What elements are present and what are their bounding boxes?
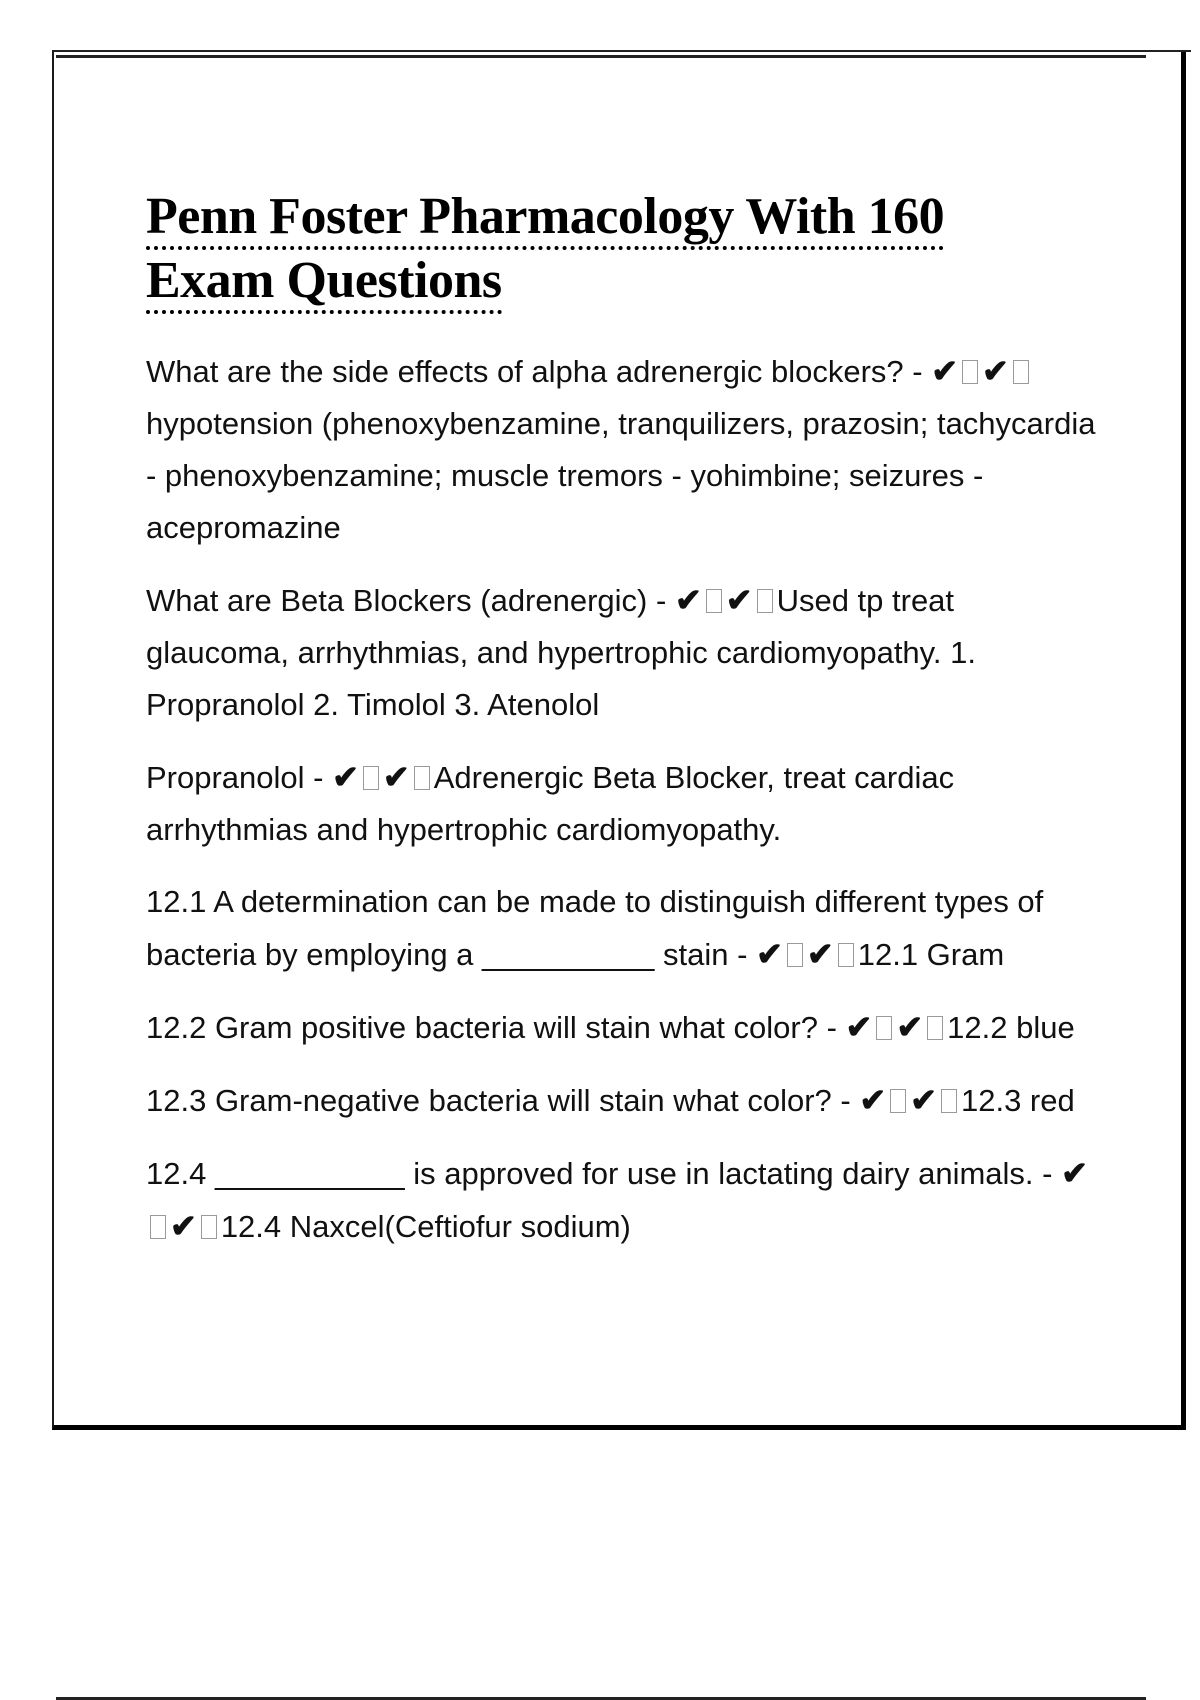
check-icon: ✔ xyxy=(896,1009,924,1045)
title-line-1: Penn Foster Pharmacology With 160 xyxy=(146,188,944,250)
answer-text: Used tp treat glaucoma, arrhythmias, and hypertrophic cardiomyopathy. 1. Propranolol 2. Timolol 3. Atenolol xyxy=(146,583,976,722)
check-icon: ✔ xyxy=(859,1082,887,1118)
qa-item xyxy=(146,574,1096,731)
check-icon: ✔ xyxy=(725,582,753,618)
missing-glyph-box-icon xyxy=(706,589,722,613)
question-text: What are Beta Blockers (adrenergic) xyxy=(146,583,648,618)
answer-text: 12.4 Naxcel(Ceftiofur sodium) xyxy=(220,1209,631,1244)
question-text: 12.2 Gram positive bacteria will stain what color? xyxy=(146,1010,818,1045)
missing-glyph-box-icon xyxy=(757,589,773,613)
answer-separator: - xyxy=(817,1010,846,1045)
check-icon: ✔ xyxy=(332,759,359,795)
answer-separator: - xyxy=(647,583,675,618)
check-icon: ✔ xyxy=(931,353,959,389)
missing-glyph-box-icon xyxy=(1013,360,1029,384)
missing-glyph-box-icon xyxy=(787,943,803,967)
missing-glyph-box-icon xyxy=(941,1089,957,1113)
check-icon: ✔ xyxy=(806,936,834,972)
answer-text: hypotension (phenoxybenzamine, tranquilizers, prazosin; tachycardia - phenoxybenzamine; muscle tremors - yohimbine; seizures - acepromazine xyxy=(146,406,1096,545)
check-icon: ✔ xyxy=(382,759,410,795)
answer-separator: - xyxy=(903,354,932,389)
answer-text: 12.1 Gram xyxy=(857,937,1005,972)
question-text: What are the side effects of alpha adrenergic blockers? xyxy=(146,354,904,389)
document-title xyxy=(146,185,1046,313)
qa-item xyxy=(146,1074,1096,1127)
check-icon: ✔ xyxy=(674,582,702,618)
check-icon: ✔ xyxy=(170,1208,197,1244)
answer-separator: - xyxy=(728,937,757,972)
missing-glyph-box-icon xyxy=(150,1215,166,1239)
title-line-2: Exam Questions xyxy=(146,252,502,314)
check-icon: ✔ xyxy=(910,1082,937,1118)
answer-text: 12.3 red xyxy=(960,1083,1075,1118)
answer-separator: - xyxy=(304,760,333,795)
answer-separator: - xyxy=(831,1083,860,1118)
missing-glyph-box-icon xyxy=(876,1016,892,1040)
question-text: 12.1 A determination can be made to distinguish different types of bacteria by employing a __________ stain xyxy=(146,884,1044,972)
missing-glyph-box-icon xyxy=(890,1089,906,1113)
question-text: 12.4 ___________ is approved for use in lactating dairy animals. xyxy=(146,1156,1034,1191)
missing-glyph-box-icon xyxy=(927,1016,943,1040)
qa-item xyxy=(146,876,1096,981)
answer-text: 12.2 blue xyxy=(947,1010,1075,1045)
answer-text: Adrenergic Beta Blocker, treat cardiac arrhythmias and hypertrophic cardiomyopathy. xyxy=(146,760,955,847)
question-text: Propranolol xyxy=(146,760,305,795)
qa-item xyxy=(146,1147,1096,1253)
qa-list xyxy=(146,345,1096,1273)
qa-item xyxy=(146,345,1096,554)
missing-glyph-box-icon xyxy=(363,766,379,790)
missing-glyph-box-icon xyxy=(838,943,854,967)
check-icon: ✔ xyxy=(982,353,1009,389)
check-icon: ✔ xyxy=(1061,1155,1088,1191)
check-icon: ✔ xyxy=(845,1009,873,1045)
check-icon: ✔ xyxy=(756,936,783,972)
missing-glyph-box-icon xyxy=(201,1215,217,1239)
qa-item xyxy=(146,751,1096,856)
missing-glyph-box-icon xyxy=(962,360,978,384)
qa-item xyxy=(146,1001,1096,1054)
question-text: 12.3 Gram-negative bacteria will stain what color? xyxy=(146,1083,832,1118)
answer-separator: - xyxy=(1033,1156,1062,1191)
missing-glyph-box-icon xyxy=(414,766,430,790)
